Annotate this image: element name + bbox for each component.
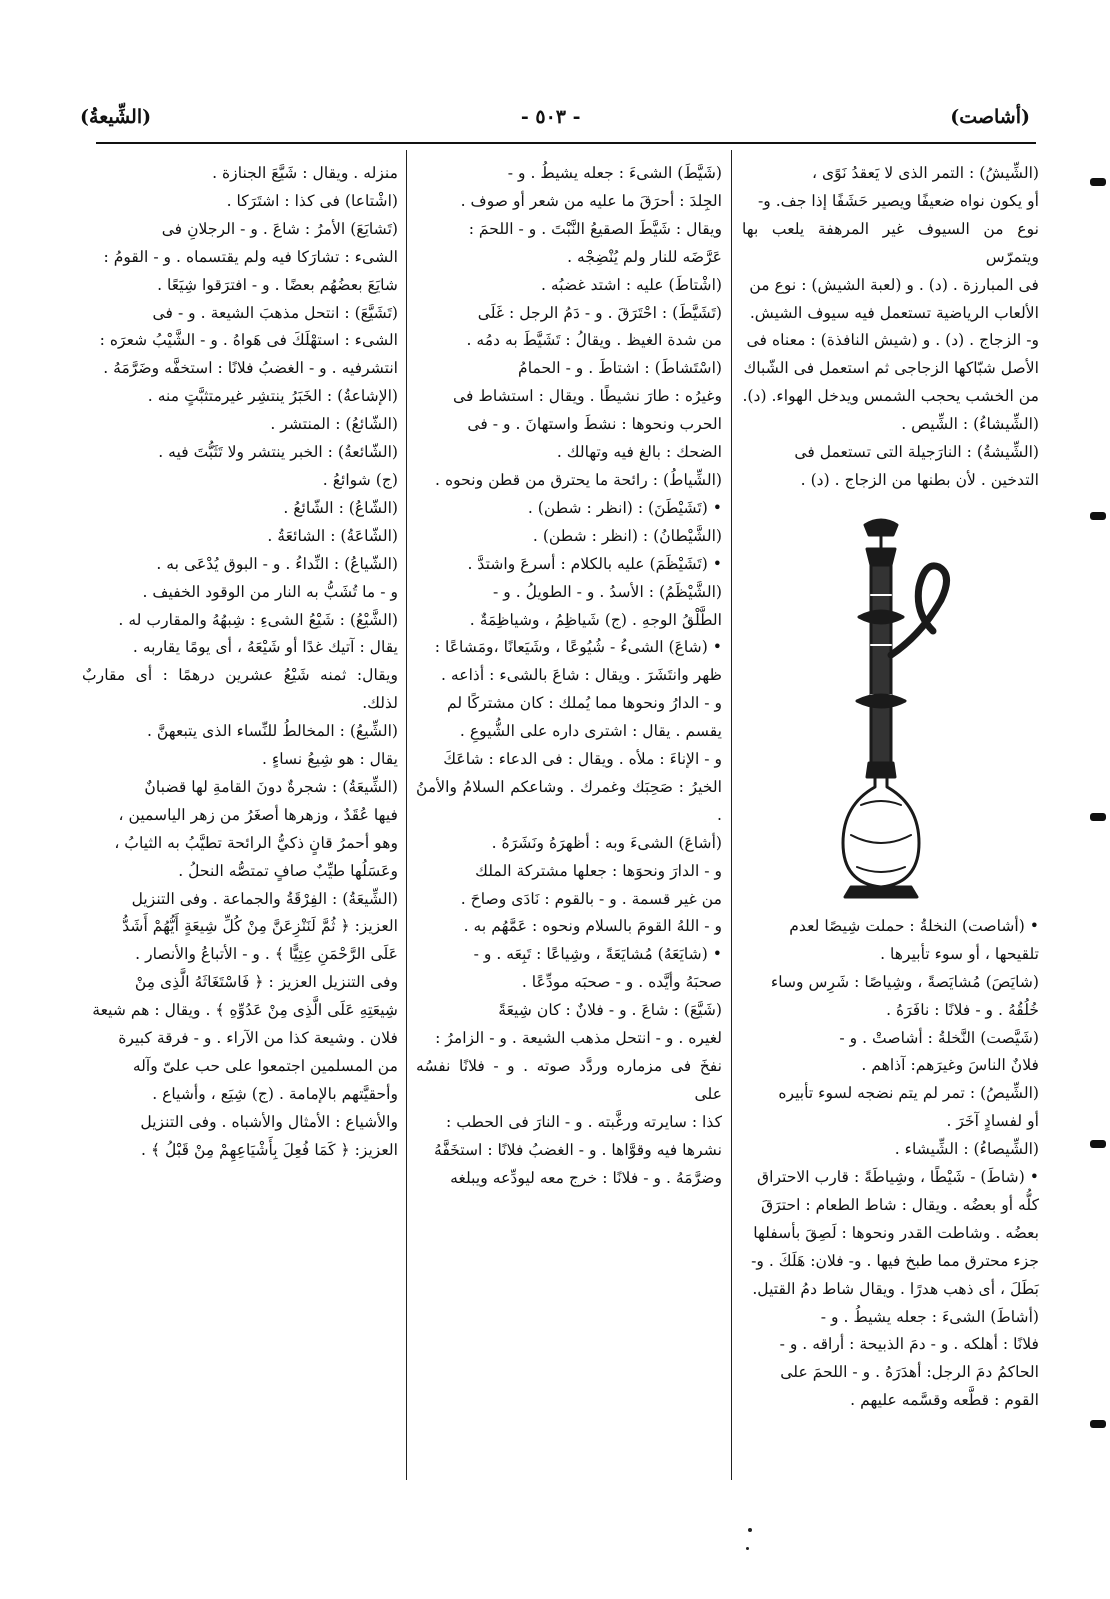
text-line: القوم : قطَّعه وقسَّمه عليهم . — [850, 1391, 1039, 1410]
text-line: (أشاعَ) الشىءَ وبه : أظهرَهُ ونَشَرَهُ . — [491, 833, 722, 852]
text-line: وعَسَلُها طيِّبٌ صافٍ تمتصُّه النحلُ . — [178, 861, 398, 880]
text-line: (شايَصَ) مُشايَصةً ، وشِياصًا : شَرِس وساء — [770, 972, 1039, 991]
text-line: صحبَهُ وأيَّده . و - صحبَه مودِّعًا . — [521, 973, 722, 992]
text-line: (الشّائعةُ) : الخبر ينتشر ولا تَثَبُّتَ فيه . — [158, 443, 398, 462]
text-line: (الشّائعُ) : المنتشر . — [270, 415, 398, 434]
header-rule — [96, 142, 1036, 144]
text-line: عَلَى الرَّحْمَنِ عِتِيًّا ﴾ . و - الأتباعُ والأنصار . — [135, 945, 398, 964]
text-line: ويقال: ثمنه شَيْعُ عشرين درهمًا : أى مقاربٌ لذلك. — [82, 666, 398, 713]
column-left — [82, 160, 398, 1165]
text-line: شايَعَ بعضُهُم بعضًا . و - افترَقوا شِيَعًا . — [157, 275, 398, 294]
text-line: بعضُه . وشاطت القدر ونحوها : لَصِقَ بأسفلها — [753, 1223, 1039, 1242]
text-line: (الشِّيشةُ) : النارَجيلة التى تستعمل فى — [794, 443, 1039, 462]
header-right-keyword: (أشاصت) — [950, 106, 1030, 128]
text-line: جزء محترق مما طبخ فيها . و- فلان: هَلَكَ . و- — [751, 1251, 1039, 1270]
text-line: (الشّاعُ) : الشّائعُ . — [283, 498, 398, 517]
text-line: (الشِّيصاءُ) : الشِّيشاء . — [894, 1140, 1039, 1159]
text-line: يقال : هو شِيعُ نساءٍ . — [262, 750, 398, 769]
running-head — [80, 100, 1030, 134]
column-middle — [416, 160, 722, 1193]
text-line: نوع من السيوف غير المرهفة يلعب بها ويتمرّس — [742, 219, 1039, 266]
scan-margin-mark — [1090, 1140, 1106, 1148]
text-line: يقال : آتيك غدًا أو شَيْعَهُ ، أى يومًا يقاربه . — [132, 638, 398, 657]
text-line: وأحقيَّتهم بالإمامة . (ج) شِيَع ، وأشياع . — [152, 1084, 398, 1103]
text-line: • (تَشَيْطَنَ) : (انظر : شطن) . — [527, 498, 722, 517]
text-line: لغيره . و - انتحل مذهب الشيعة . و - الزامرُ : — [435, 1029, 722, 1048]
scan-margin-mark — [1090, 512, 1106, 520]
scan-speck — [748, 1528, 752, 1532]
text-line: التدخين . لأن بطنها من الزجاج . (د) . — [800, 470, 1039, 489]
text-line: الضحك : بالغ فيه وتهالك . — [556, 443, 722, 462]
text-line: منزله . ويقال : شَيَّعَ الجنازة . — [212, 164, 398, 182]
text-line: الحرب ونحوها : نشطَ واستهانَ . و - فى — [467, 415, 722, 434]
text-line: يقسم . يقال : اشترى داره على الشُّيوعِ . — [459, 722, 722, 741]
text-line: (الشَّيْظَمُ) : الأسدُ . و - الطويلُ . و - — [493, 582, 722, 601]
text-line: كذا : سايرته ورغَّبته . و - النارَ فى الحطب : — [446, 1112, 722, 1131]
text-line: وغيرُه : طارَ نشيطًا . ويقال : استشاط فى — [453, 387, 722, 406]
text-line: فلانًا : أهلكه . و - دمَ الذبيحة : أراقه . و - — [779, 1335, 1039, 1354]
text-line: و - الدارُ ونحوها مما يُملك : كان مشتركًا لم — [446, 694, 722, 713]
scan-margin-mark — [1090, 178, 1106, 186]
text-line: الشىء : استهْلَكَ فى هَواهُ . و - الشَّيْبُ شعرَه : — [99, 331, 398, 350]
text-line: (تَشَيَّعَ) : انتحل مذهبَ الشيعة . و - فى — [152, 303, 398, 322]
text-line: (اشْتاطَ) عليه : اشتد غضبُه . — [540, 275, 722, 294]
column-divider — [406, 150, 407, 1480]
hookah-illustration — [821, 505, 961, 905]
text-line: (اسْتَشاطَ) : اشتاطَ . و - الحمامُ — [518, 359, 722, 378]
text-line: و - ما تُشَبُّ به النار من الوقود الخفيف . — [142, 582, 398, 601]
text-line: الحاكمُ دمَ الرجل: أهدَرَهُ . و - اللحمَ على — [780, 1363, 1039, 1382]
text-line: و- الزجاج . (د) . و (شيش النافذة) : معناه فى — [746, 331, 1039, 350]
text-line: الشىء : تشارَكا فيه ولم يقتسماه . و - القومُ : — [103, 247, 398, 266]
text-line: تلقيحها ، أو سوء تأبيرها . — [880, 944, 1039, 963]
text-line: فلان . وشيعة كذا من الآراء . و - فرقة كبيرة — [118, 1029, 398, 1048]
text-line: (الشِّياطُ) : رائحة ما يحترق من قطن ونحوه . — [435, 470, 722, 489]
text-line: من الخشب يحجب الشمس ويدخل الهواء. (د). — [742, 387, 1039, 406]
text-line: و - الدارَ ونحوَها : جعلها مشتركة الملك — [475, 861, 722, 880]
text-line: (ج) شوائعُ . — [322, 470, 398, 489]
text-line: (أشاطَ) الشىءَ : جعله يشيطُ . و - — [820, 1307, 1039, 1326]
text-line: أو يكون نواه ضعيفًا ويصير حَشَفًا إذا جف. و- — [757, 191, 1039, 210]
text-line: الخيرُ : صَحِبَك وغمرك . وشاعكم السلامُ والأمنُ . — [416, 777, 722, 824]
text-line: فلانٌ الناسَ وغيرَهم: آذاهم . — [861, 1056, 1039, 1075]
text-line: ظهر وانتَشَرَ . ويقال : شاعَ بالشىء : أذاعه . — [441, 666, 722, 685]
text-line: (الشِّيشاءُ) : الشِّيص . — [901, 415, 1039, 434]
text-line: • (شايَعَهُ) مُشايَعَةً ، وشِياعًا : تَبِعَه . و - — [473, 945, 722, 964]
text-line: نفخَ فى مزماره وردَّد صوته . و - فلانًا نفسُه على — [416, 1057, 722, 1103]
text-line: الألعاب الرياضية تستعمل فيه سيوف الشيش. — [749, 303, 1039, 322]
text-line: من المسلمين اجتمعوا على حب علىّ وآله — [132, 1057, 398, 1075]
hookah-icon — [821, 505, 961, 905]
text-line: (شَيَّصت) النَّخلةُ : أشاصتْ . و - — [839, 1028, 1039, 1047]
text-line: (الشّياعُ) : النِّداءُ . و - البوق يُدْعَى به . — [156, 554, 398, 573]
text-line: كلُّه أو بعضُه . ويقال : شاط الطعام : احترَقَ — [761, 1195, 1039, 1214]
scan-margin-mark — [1090, 813, 1106, 821]
text-line: (اشْتاعا) فى كذا : اشتَرَكا . — [226, 191, 398, 210]
text-line: (الشِّيعُ) : المخالطُ للنِّساء الذى يتبعهنَّ . — [146, 722, 398, 741]
text-line: (الشِّيعَةُ) : الفِرْقَةُ والجماعة . وفى التنزيل — [131, 889, 398, 908]
text-line: انتشرفيه . و - الغضبُ فلانًا : استخفَّه وضَرَّمَهُ . — [103, 359, 398, 378]
scan-margin-mark — [1090, 1420, 1106, 1428]
text-line: وضرَّمَهُ . و - فلانًا : خرج معه ليودِّعه ويبلغه — [450, 1168, 722, 1187]
text-line: من غير قسمة . و - بالقوم : نَادَى وصاحَ . — [460, 889, 722, 908]
text-line: عَرَّضَه للنار ولم يُنْضِجْه . — [567, 247, 722, 266]
text-line: من شدة الغيظ . ويقالُ : تَشَيَّطَ به دمُه . — [466, 331, 722, 350]
text-line: فيها عُقَدٌ ، وزهرها أصغَرُ من زهر الياسمين ، — [118, 805, 398, 824]
text-line: • (شاعَ) الشىءُ - شُيُوعًا ، وشَيَعانًا ،ومَشاعًا : — [434, 638, 722, 657]
text-line: وفى التنزيل العزيز : ﴿ فَاسْتَغَاثَهُ الَّذِى مِنْ — [134, 973, 398, 992]
text-line: شِيعَتِهِ عَلَى الَّذِى مِنْ عَدُوِّهِ ﴾ . ويقال : هم شيعة — [92, 1001, 398, 1020]
text-line: (الشِّيشُ) : التمر الذى لا يَعقدُ نَوًى ، — [811, 164, 1039, 182]
column-divider — [731, 150, 732, 1480]
text-line: (شَيَّعَ) : شاعَ . و - فلانٌ : كان شِيعَةً — [498, 1001, 722, 1020]
text-line: والأشياع : الأمثال والأشباه . وفى التنزيل — [140, 1112, 398, 1131]
text-line: (الشِّيصُ) : تمر لم يتم نضجه لسوء تأبيره — [778, 1084, 1039, 1103]
text-line: الأصل شبّاكها الزجاجى ثم استعمل فى الشّباك — [743, 359, 1039, 378]
header-left-keyword: (الشِّيعةُ) — [80, 106, 152, 128]
text-line: و - اللهُ القومَ بالسلام ونحوه : عَمَّهُم به . — [463, 917, 722, 936]
text-line: • (تَشَيْظَمَ) عليه بالكلام : أسرعَ واشتدَّ . — [467, 554, 722, 573]
text-line: العزيز: ﴿ ثُمَّ لَنَنْزِعَنَّ مِنْ كُلِّ شِيعَةٍ أَيُّهُمْ أَشَدُّ — [122, 917, 398, 936]
text-line: (الشِّيعَةُ) : شجرةٌ دونَ القامةِ لها قضبانٌ — [144, 777, 398, 796]
text-line: بَطَلَ ، أى ذهب هدرًا . ويقال شاط دمُ القتيل. — [752, 1279, 1039, 1298]
text-line: (شَيَّطَ) الشىءَ : جعله يشيطُ . و - — [507, 164, 722, 182]
text-line: • (شاطَ) - شَيْطًا ، وشِياطَةً : قارب الاحتراق — [757, 1168, 1039, 1187]
text-line: (الإشاعةُ) : الخَبَرُ ينتشِر غيرمتثبَّتٍ منه . — [147, 387, 398, 406]
text-line: الطَّلْقُ الوجهِ . (ج) شَياظِمُ ، وشياظِمَةٌ . — [469, 610, 722, 629]
text-line: و - الإناءَ : ملأه . ويقال : فى الدعاء : شاعَكَ — [443, 750, 722, 769]
text-line: (تَشايَعَ) الأمرُ : شاعَ . و - الرجلانِ فى — [161, 219, 398, 238]
text-line: وهو أحمرُ قانٍ ذكيُّ الرائحة تطيَّبُ به الثيابُ ، — [114, 833, 398, 852]
text-line: (الشَّيْعُ) : شَيْعُ الشىءِ : شِبهُهُ والمقارب له . — [118, 610, 398, 629]
page-number: - ٥٠٣ - — [520, 106, 581, 128]
text-line: • (أشاصت) النخلةُ : حملت شِيصًا لعدم — [789, 916, 1039, 935]
text-line: أو لفسادٍ آخَرَ . — [946, 1112, 1039, 1131]
text-line: (الشّاعَةُ) : الشائعَةُ . — [267, 526, 398, 545]
text-line: الجِلدَ : أحرَقَ ما عليه من شعر أو صوف . — [460, 191, 722, 210]
text-line: ويقال : شَيَّطَ الصقيعُ النَّبْتَ . و - اللحمَ : — [468, 219, 722, 238]
text-line: (الشَّيْطانُ) : (انظر : شطن) . — [532, 526, 722, 545]
text-line: فى المبارزة . (د) . و (لعبة الشيش) : نوع من — [749, 275, 1039, 294]
text-line: نشرها فيه وقوَّاها . و - الغضبُ فلانًا : استخَفَّهُ — [433, 1140, 722, 1159]
text-line: العزيز: ﴿ كَمَا فُعِلَ بِأَشْيَاعِهِمْ مِنْ قَبْلُ ﴾ . — [141, 1140, 398, 1159]
text-line: (تَشَيَّطَ) : احْتَرَقَ . و - دَمُ الرجل : غَلَى — [477, 303, 722, 322]
scan-speck — [746, 1547, 749, 1550]
text-line: خُلُقُهُ . و - فلانًا : نافَرَهُ . — [886, 1000, 1039, 1019]
column-right — [742, 160, 1039, 1415]
